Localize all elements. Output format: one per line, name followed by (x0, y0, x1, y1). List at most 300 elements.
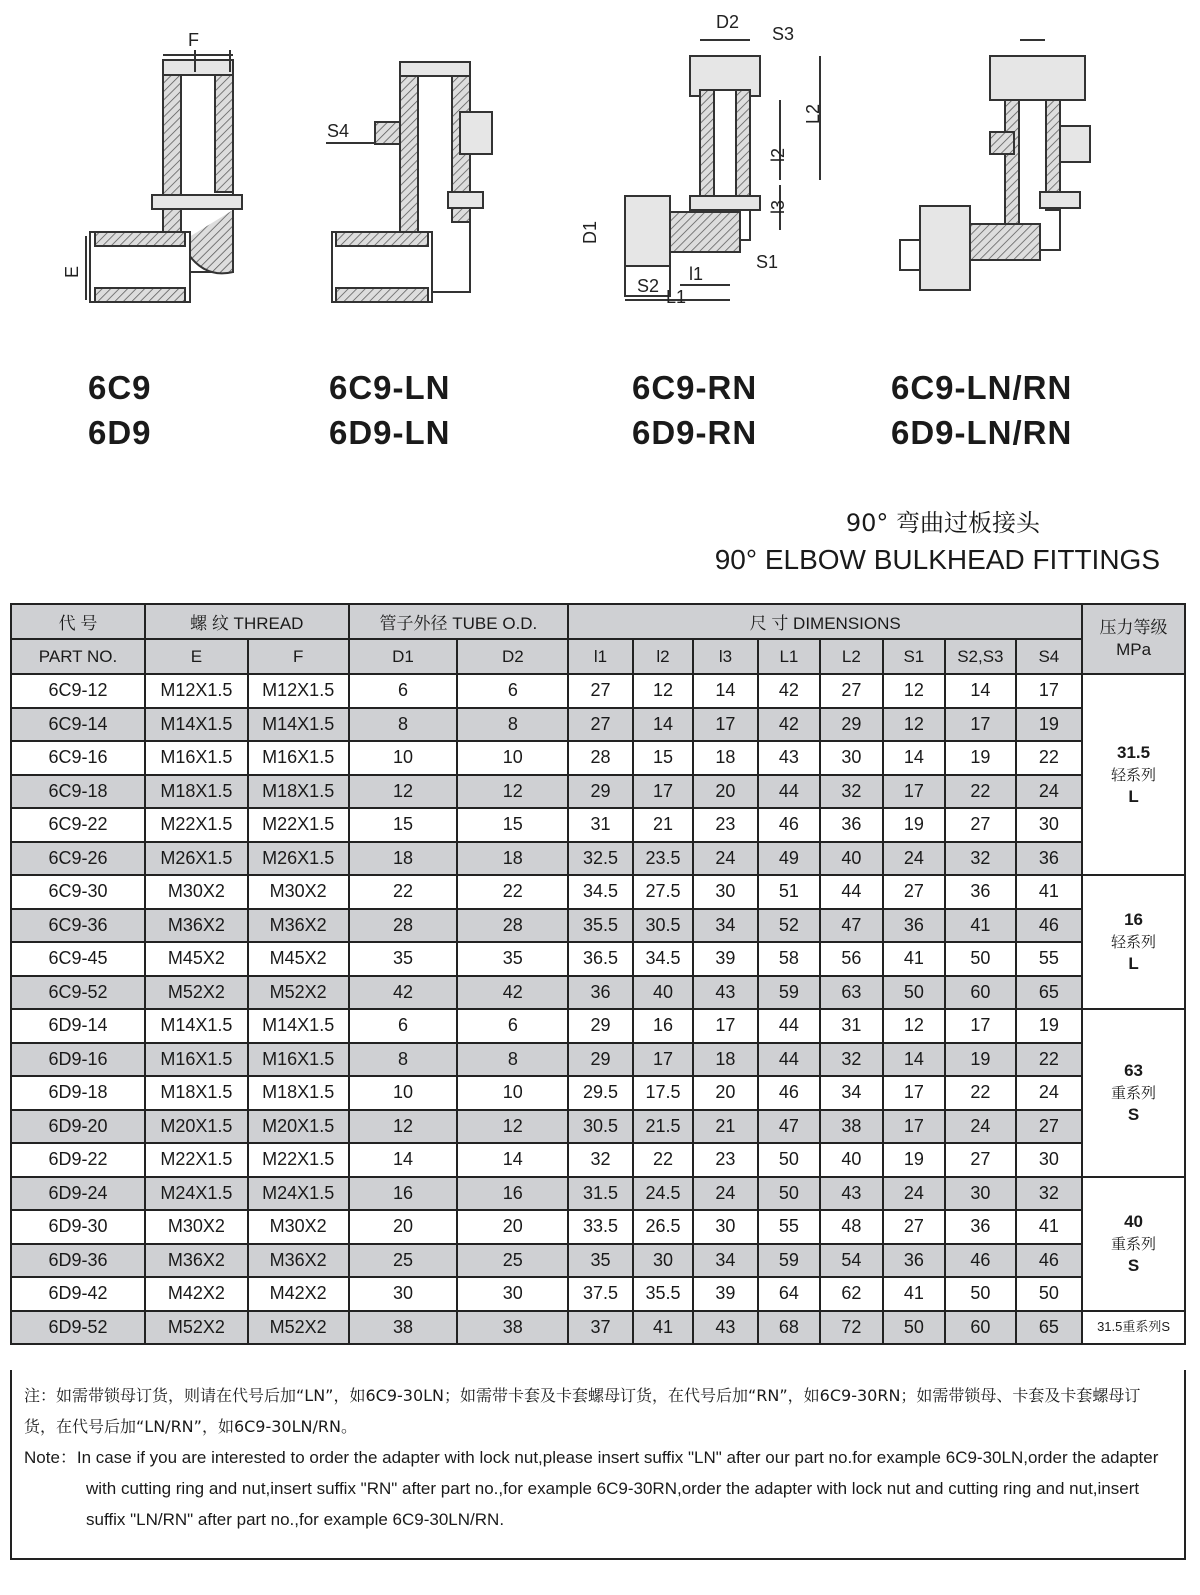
table-cell: 17 (945, 1009, 1016, 1043)
table-row (11, 1177, 1185, 1211)
table-cell: 30.5 (633, 909, 693, 943)
table-cell: 37.5 (568, 1277, 632, 1311)
table-cell: M52X2 (248, 976, 349, 1010)
table-cell: 31 (820, 1009, 882, 1043)
part-number-cell: 6D9-16 (11, 1043, 145, 1077)
label-s1: S1 (756, 252, 779, 272)
table-cell: M22X1.5 (145, 1143, 248, 1177)
table-cell: M20X1.5 (248, 1110, 349, 1144)
table-cell: 38 (457, 1311, 568, 1345)
table-cell: M22X1.5 (248, 808, 349, 842)
table-cell: 15 (633, 741, 693, 775)
pressure-series: L (1128, 786, 1139, 806)
table-cell: 16 (633, 1009, 693, 1043)
table-cell: 35.5 (568, 909, 632, 943)
table-cell: M16X1.5 (145, 741, 248, 775)
table-cell: M24X1.5 (248, 1177, 349, 1211)
table-cell: 22 (633, 1143, 693, 1177)
table-cell: 51 (758, 875, 820, 909)
col-l1-lower: l1 (568, 639, 632, 674)
table-cell: 50 (945, 1277, 1016, 1311)
part-number-cell: 6C9-14 (11, 708, 145, 742)
table-row (11, 1311, 1185, 1345)
heading-en: 90° ELBOW BULKHEAD FITTINGS (714, 544, 1160, 575)
table-cell: 24 (693, 842, 757, 876)
table-cell: 6 (349, 1009, 458, 1043)
table-cell: 30 (693, 875, 757, 909)
order-notes (10, 1370, 1186, 1560)
table-cell: 19 (883, 808, 945, 842)
part-number-cell: 6C9-12 (11, 674, 145, 708)
pressure-value: 63 (1124, 1060, 1144, 1080)
table-cell: 64 (758, 1277, 820, 1311)
table-cell: 38 (349, 1311, 458, 1345)
table-cell: 41 (883, 942, 945, 976)
table-cell: 24 (693, 1177, 757, 1211)
table-cell: 55 (1016, 942, 1083, 976)
table-cell: M52X2 (145, 976, 248, 1010)
table-cell: M52X2 (145, 1311, 248, 1345)
table-cell: 32 (1016, 1177, 1083, 1211)
table-cell: 30 (1016, 1143, 1083, 1177)
table-cell: 10 (457, 741, 568, 775)
table-cell: 46 (1016, 909, 1083, 943)
table-cell: 27 (883, 1210, 945, 1244)
table-cell: 8 (349, 708, 458, 742)
col-f: F (248, 639, 349, 674)
table-row (11, 808, 1185, 842)
table-cell: 14 (633, 708, 693, 742)
table-cell: 22 (457, 875, 568, 909)
table-cell: 17 (633, 1043, 693, 1077)
table-cell: M30X2 (248, 1210, 349, 1244)
col-s4: S4 (1016, 639, 1083, 674)
table-cell: 23 (693, 808, 757, 842)
table-cell: 30.5 (568, 1110, 632, 1144)
label-l1-lower: l1 (689, 264, 704, 284)
table-cell: 72 (820, 1311, 882, 1345)
part-number-cell: 6D9-18 (11, 1076, 145, 1110)
table-cell: 50 (758, 1143, 820, 1177)
table-cell: 41 (633, 1311, 693, 1345)
table-cell: 27 (945, 808, 1016, 842)
table-cell: 42 (457, 976, 568, 1010)
drawing-6c9-ln (326, 62, 492, 302)
table-cell: 40 (633, 976, 693, 1010)
table-cell: 12 (883, 1009, 945, 1043)
part-number-cell: 6D9-36 (11, 1244, 145, 1278)
table-row (11, 775, 1185, 809)
table-cell: M36X2 (248, 1244, 349, 1278)
table-cell: M14X1.5 (248, 708, 349, 742)
table-cell: 27.5 (633, 875, 693, 909)
variant-name-6c9: 6C9 6D9 (88, 369, 152, 451)
part-number-cell: 6C9-45 (11, 942, 145, 976)
note-zh: 注：如需带锁母订货，则请在代号后加“LN”，如6C9-30LN；如需带卡套及卡套螺母订货，在代号后加“RN”，如6C9-30RN；如需带锁母、卡套及卡套螺母订货，在代号后加“LN/RN”，如6C9-30LN/RN。 (24, 1386, 1141, 1436)
table-row (11, 942, 1185, 976)
col-s2-s3: S2,S3 (945, 639, 1016, 674)
table-cell: 22 (945, 1076, 1016, 1110)
table-cell: M30X2 (145, 1210, 248, 1244)
table-cell: 43 (820, 1177, 882, 1211)
table-cell: 60 (945, 1311, 1016, 1345)
table-cell: 43 (693, 1311, 757, 1345)
table-cell: 18 (693, 1043, 757, 1077)
table-cell: 24 (883, 842, 945, 876)
table-cell: 36 (945, 1210, 1016, 1244)
table-cell: 22 (1016, 741, 1083, 775)
table-cell: 36 (883, 909, 945, 943)
table-cell: 18 (457, 842, 568, 876)
table-cell: 12 (349, 1110, 458, 1144)
pressure-series-zh: 轻系列 (1111, 933, 1157, 951)
table-cell: 19 (1016, 708, 1083, 742)
header-dimensions: 尺 寸 DIMENSIONS (568, 604, 1082, 639)
col-e: E (145, 639, 248, 674)
variant-name-6c9-lnrn: 6C9-LN/RN 6D9-LN/RN (891, 369, 1073, 451)
header-row-group (11, 604, 1185, 639)
pressure-class-cell (1082, 674, 1185, 875)
col-d1: D1 (349, 639, 458, 674)
header-pressure: 压力等级 MPa (1082, 604, 1185, 674)
spec-table (10, 603, 1186, 1345)
table-cell: 36 (945, 875, 1016, 909)
part-number-cell: 6C9-18 (11, 775, 145, 809)
pressure-class-cell (1082, 875, 1185, 1009)
col-l2-lower: l2 (633, 639, 693, 674)
table-cell: 20 (457, 1210, 568, 1244)
table-cell: 37 (568, 1311, 632, 1345)
table-cell: M18X1.5 (145, 1076, 248, 1110)
table-cell: 30 (633, 1244, 693, 1278)
table-cell: 36 (883, 1244, 945, 1278)
table-cell: 44 (820, 875, 882, 909)
pressure-class-cell (1082, 1311, 1185, 1345)
table-cell: 24 (883, 1177, 945, 1211)
table-row (11, 1277, 1185, 1311)
table-cell: 49 (758, 842, 820, 876)
pressure-value: 31.5重系列S (1097, 1319, 1171, 1335)
part-number-cell: 6C9-52 (11, 976, 145, 1010)
variant-names (0, 365, 1200, 455)
table-cell: 14 (349, 1143, 458, 1177)
drawing-6c9-rn (580, 12, 823, 307)
fitting-drawings (0, 0, 1200, 345)
label-s3: S3 (772, 24, 795, 44)
label-l3: l3 (768, 199, 788, 214)
label-s2: S2 (637, 276, 660, 296)
table-cell: 27 (1016, 1110, 1083, 1144)
table-cell: 8 (457, 1043, 568, 1077)
table-cell: 35.5 (633, 1277, 693, 1311)
table-cell: M30X2 (248, 875, 349, 909)
table-cell: 41 (1016, 875, 1083, 909)
part-number-cell: 6C9-30 (11, 875, 145, 909)
table-cell: M36X2 (145, 1244, 248, 1278)
table-cell: M14X1.5 (145, 1009, 248, 1043)
table-cell: M16X1.5 (248, 741, 349, 775)
table-cell: 25 (349, 1244, 458, 1278)
table-cell: 22 (1016, 1043, 1083, 1077)
table-cell: 29.5 (568, 1076, 632, 1110)
table-row (11, 1210, 1185, 1244)
pressure-series-zh: 重系列 (1111, 1234, 1157, 1253)
table-cell: 38 (820, 1110, 882, 1144)
pressure-class-cell (1082, 1177, 1185, 1311)
table-cell: 43 (693, 976, 757, 1010)
table-cell: 68 (758, 1311, 820, 1345)
table-cell: M42X2 (145, 1277, 248, 1311)
part-number-cell: 6C9-16 (11, 741, 145, 775)
table-cell: 22 (349, 875, 458, 909)
table-cell: 10 (349, 741, 458, 775)
table-cell: 41 (945, 909, 1016, 943)
table-cell: M36X2 (145, 909, 248, 943)
table-cell: 31.5 (568, 1177, 632, 1211)
label-s4: S4 (327, 121, 350, 141)
table-cell: 28 (568, 741, 632, 775)
table-cell: M12X1.5 (145, 674, 248, 708)
table-row (11, 875, 1185, 909)
drawing-6c9-lnrn (900, 40, 1090, 290)
header-row-columns (11, 639, 1185, 674)
table-cell: 35 (349, 942, 458, 976)
table-cell: 14 (883, 1043, 945, 1077)
note-en: Note：In case if you are interested to order the adapter with lock nut,please insert suffix "LN" after our part no.for example 6C9-30LN,order the adapter with cutting ring and nut,insert suffix "RN" after part no.,for example 6C9-30RN,order the adapter with lock nut and cutting ring and nut,insert suffix "LN/RN" after part no.,for example 6C9-30LN/RN. (24, 1448, 1159, 1529)
table-row (11, 674, 1185, 708)
table-cell: 26.5 (633, 1210, 693, 1244)
table-cell: 20 (349, 1210, 458, 1244)
table-cell: 32.5 (568, 842, 632, 876)
table-cell: 36 (568, 976, 632, 1010)
table-row (11, 741, 1185, 775)
table-cell: 12 (883, 674, 945, 708)
table-cell: M26X1.5 (248, 842, 349, 876)
pressure-series: S (1127, 1255, 1140, 1275)
table-cell: 65 (1016, 976, 1083, 1010)
table-cell: 56 (820, 942, 882, 976)
table-cell: 29 (568, 775, 632, 809)
part-number-cell: 6C9-36 (11, 909, 145, 943)
part-number-cell: 6D9-42 (11, 1277, 145, 1311)
table-cell: 6 (457, 1009, 568, 1043)
table-cell: 10 (457, 1076, 568, 1110)
table-cell: 46 (758, 808, 820, 842)
table-cell: 23.5 (633, 842, 693, 876)
header-tube-od: 管子外径 TUBE O.D. (349, 604, 569, 639)
table-cell: 21.5 (633, 1110, 693, 1144)
table-cell: 21 (633, 808, 693, 842)
table-cell: 46 (1016, 1244, 1083, 1278)
table-cell: 47 (820, 909, 882, 943)
drawing-6c9 (62, 30, 242, 302)
table-cell: 23 (693, 1143, 757, 1177)
table-cell: 12 (457, 1110, 568, 1144)
table-cell: M45X2 (145, 942, 248, 976)
table-cell: 40 (820, 842, 882, 876)
table-cell: 17 (693, 1009, 757, 1043)
table-cell: 24.5 (633, 1177, 693, 1211)
table-cell: 35 (568, 1244, 632, 1278)
pressure-series: L (1128, 954, 1139, 973)
col-part-no: PART NO. (11, 639, 145, 674)
table-cell: 55 (758, 1210, 820, 1244)
part-number-cell: 6C9-22 (11, 808, 145, 842)
table-cell: 30 (349, 1277, 458, 1311)
table-cell: 29 (568, 1043, 632, 1077)
table-cell: 21 (693, 1110, 757, 1144)
part-number-cell: 6D9-52 (11, 1311, 145, 1345)
table-cell: 50 (883, 976, 945, 1010)
table-cell: 17 (1016, 674, 1083, 708)
table-cell: M20X1.5 (145, 1110, 248, 1144)
col-l2-upper: L2 (820, 639, 882, 674)
label-e: E (62, 265, 82, 278)
table-cell: M24X1.5 (145, 1177, 248, 1211)
table-cell: M12X1.5 (248, 674, 349, 708)
table-cell: 31 (568, 808, 632, 842)
table-cell: 25 (457, 1244, 568, 1278)
table-cell: 42 (758, 674, 820, 708)
table-cell: 24 (945, 1110, 1016, 1144)
table-cell: 15 (457, 808, 568, 842)
table-cell: 59 (758, 976, 820, 1010)
table-cell: 34.5 (633, 942, 693, 976)
table-cell: 41 (883, 1277, 945, 1311)
table-cell: 44 (758, 775, 820, 809)
table-row (11, 1244, 1185, 1278)
table-cell: 27 (568, 708, 632, 742)
table-cell: 58 (758, 942, 820, 976)
table-cell: 17 (693, 708, 757, 742)
table-cell: M36X2 (248, 909, 349, 943)
table-cell: 16 (349, 1177, 458, 1211)
table-cell: 19 (883, 1143, 945, 1177)
table-cell: 14 (693, 674, 757, 708)
table-cell: 14 (883, 741, 945, 775)
table-cell: 20 (693, 775, 757, 809)
table-cell: 34.5 (568, 875, 632, 909)
col-l3-lower: l3 (693, 639, 757, 674)
table-cell: 50 (1016, 1277, 1083, 1311)
table-cell: 36 (1016, 842, 1083, 876)
table-cell: M22X1.5 (145, 808, 248, 842)
table-cell: 43 (758, 741, 820, 775)
col-s1: S1 (883, 639, 945, 674)
table-row (11, 1076, 1185, 1110)
part-number-cell: 6D9-20 (11, 1110, 145, 1144)
table-cell: 46 (758, 1076, 820, 1110)
table-cell: 27 (568, 674, 632, 708)
table-cell: M42X2 (248, 1277, 349, 1311)
table-cell: 18 (693, 741, 757, 775)
table-cell: 27 (945, 1143, 1016, 1177)
pressure-series-zh: 轻系列 (1111, 765, 1157, 784)
table-cell: 30 (693, 1210, 757, 1244)
pressure-value: 40 (1124, 1211, 1144, 1231)
table-cell: 19 (1016, 1009, 1083, 1043)
table-cell: 32 (568, 1143, 632, 1177)
heading-zh: 90° 弯曲过板接头 (845, 509, 1040, 537)
variant-name-6c9-ln: 6C9-LN 6D9-LN (329, 369, 451, 451)
table-cell: 17.5 (633, 1076, 693, 1110)
label-l1-upper: L1 (666, 287, 687, 307)
part-number-cell: 6D9-30 (11, 1210, 145, 1244)
table-cell: 28 (349, 909, 458, 943)
table-cell: M18X1.5 (248, 775, 349, 809)
pressure-class-cell (1082, 1009, 1185, 1177)
table-cell: M16X1.5 (145, 1043, 248, 1077)
table-cell: 29 (568, 1009, 632, 1043)
table-cell: 28 (457, 909, 568, 943)
table-cell: 8 (457, 708, 568, 742)
table-cell: 12 (633, 674, 693, 708)
table-cell: 10 (349, 1076, 458, 1110)
header-part-zh: 代 号 (11, 604, 145, 639)
table-cell: 48 (820, 1210, 882, 1244)
label-d2: D2 (716, 12, 740, 32)
table-cell: 17 (883, 775, 945, 809)
table-cell: 24 (1016, 1076, 1083, 1110)
col-d2: D2 (457, 639, 568, 674)
table-cell: 46 (945, 1244, 1016, 1278)
table-cell: 32 (945, 842, 1016, 876)
table-cell: 50 (883, 1311, 945, 1345)
table-cell: 14 (945, 674, 1016, 708)
pressure-series-zh: 重系列 (1111, 1083, 1157, 1102)
pressure-value: 31.5 (1117, 742, 1151, 762)
table-cell: 32 (820, 775, 882, 809)
spec-table-body (11, 674, 1185, 1344)
table-cell: 42 (758, 708, 820, 742)
table-row (11, 976, 1185, 1010)
label-f: F (188, 30, 199, 50)
table-cell: 6 (349, 674, 458, 708)
table-row (11, 909, 1185, 943)
label-l2-lower: l2 (768, 147, 788, 162)
table-row (11, 1009, 1185, 1043)
table-cell: 12 (349, 775, 458, 809)
part-number-cell: 6D9-24 (11, 1177, 145, 1211)
table-cell: 63 (820, 976, 882, 1010)
table-cell: 42 (349, 976, 458, 1010)
table-cell: 30 (945, 1177, 1016, 1211)
table-cell: 36.5 (568, 942, 632, 976)
part-number-cell: 6D9-14 (11, 1009, 145, 1043)
part-number-cell: 6C9-26 (11, 842, 145, 876)
table-cell: 44 (758, 1009, 820, 1043)
table-cell: 6 (457, 674, 568, 708)
table-cell: M18X1.5 (145, 775, 248, 809)
table-cell: 19 (945, 1043, 1016, 1077)
table-cell: 12 (883, 708, 945, 742)
table-cell: 17 (883, 1110, 945, 1144)
table-cell: M52X2 (248, 1311, 349, 1345)
table-cell: M30X2 (145, 875, 248, 909)
table-cell: 34 (820, 1076, 882, 1110)
pressure-series: S (1127, 1104, 1140, 1124)
table-row (11, 1143, 1185, 1177)
table-cell: 60 (945, 976, 1016, 1010)
table-cell: 12 (457, 775, 568, 809)
table-cell: 62 (820, 1277, 882, 1311)
variant-name-6c9-rn: 6C9-RN 6D9-RN (632, 369, 758, 451)
table-cell: 17 (883, 1076, 945, 1110)
table-row (11, 1043, 1185, 1077)
table-row (11, 708, 1185, 742)
table-cell: 17 (945, 708, 1016, 742)
table-cell: 50 (945, 942, 1016, 976)
